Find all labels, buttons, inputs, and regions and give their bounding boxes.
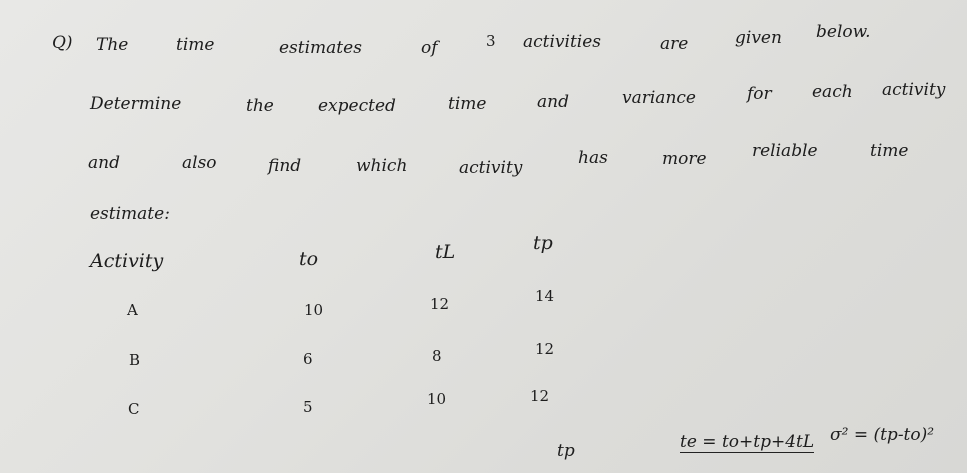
- table-cell: 5: [303, 398, 313, 416]
- word: activity: [882, 80, 946, 100]
- table-cell: 10: [427, 390, 447, 408]
- variance-formula: σ² = (tp-to)²: [830, 425, 935, 445]
- expected-time-formula: te = to+tp+4tL: [680, 432, 815, 452]
- table-cell: 12: [535, 340, 555, 358]
- word: 3: [486, 32, 496, 50]
- table-cell: 12: [430, 295, 450, 313]
- word: activities: [523, 32, 602, 52]
- column-header-activity: Activity: [90, 250, 164, 272]
- word: activity: [459, 158, 523, 178]
- word: also: [182, 153, 217, 173]
- word: given: [735, 28, 782, 48]
- word: and: [537, 92, 569, 112]
- word: reliable: [752, 141, 818, 161]
- column-header-tl: tL: [435, 241, 456, 263]
- word: each: [812, 82, 853, 102]
- word: time: [870, 141, 909, 161]
- word: variance: [622, 88, 696, 108]
- word: find: [268, 156, 302, 176]
- table-cell: B: [129, 351, 141, 369]
- word: the: [246, 96, 274, 116]
- word: has: [578, 148, 608, 168]
- table-cell: C: [128, 400, 140, 418]
- table-cell: 8: [432, 347, 442, 365]
- word: of: [421, 38, 438, 58]
- table-cell: 14: [535, 287, 555, 305]
- word: below.: [816, 22, 871, 42]
- word: for: [747, 84, 772, 104]
- word: Determine: [90, 94, 182, 114]
- word: are: [660, 34, 689, 54]
- word: estimate:: [90, 204, 170, 224]
- word: expected: [318, 96, 396, 116]
- question-marker: Q): [52, 33, 73, 53]
- table-cell: 10: [304, 301, 324, 319]
- word: estimates: [279, 38, 362, 58]
- column-header-to: to: [299, 248, 319, 270]
- word: time: [176, 35, 215, 55]
- table-cell: A: [127, 301, 138, 319]
- table-cell: 12: [530, 387, 550, 405]
- table-cell: 6: [303, 350, 313, 368]
- word: and: [88, 153, 120, 173]
- word: which: [356, 156, 408, 176]
- column-header-tp: tp: [533, 232, 553, 254]
- tp-label: tp: [557, 441, 575, 461]
- word: time: [448, 94, 487, 114]
- word: more: [662, 149, 707, 169]
- word: The: [96, 35, 129, 55]
